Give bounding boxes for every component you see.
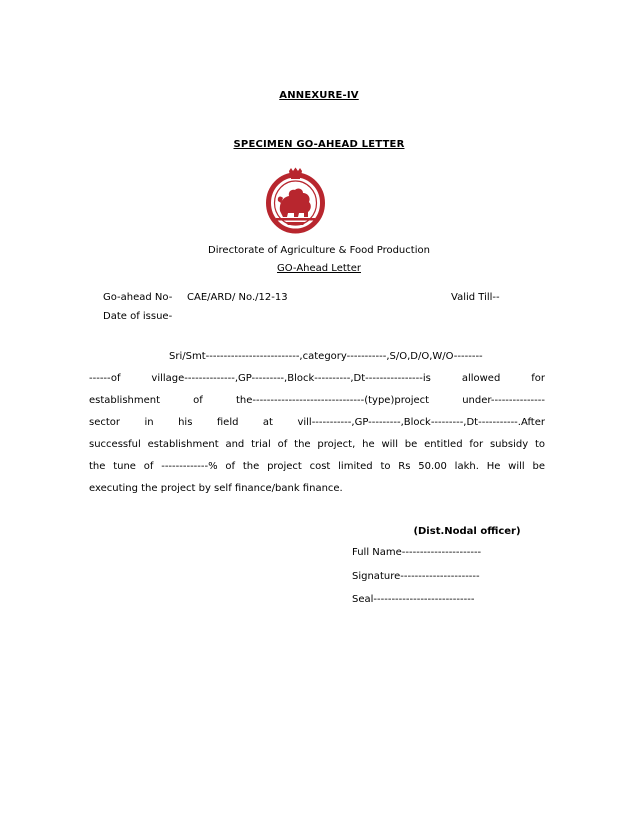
body-line: sector in his field at vill-----------,GP---------,Block---------,Dt-----------.After (89, 417, 545, 428)
go-ahead-label: Go-ahead No- (103, 292, 173, 303)
directorate-name: Directorate of Agriculture & Food Production (208, 245, 430, 256)
go-ahead-number: CAE/ARD/ No./12-13 (187, 292, 288, 303)
signatory-title: (Dist.Nodal officer) (413, 526, 521, 537)
body-line: the tune of -------------% of the project cost limited to Rs 50.00 lakh. He will be (89, 461, 545, 472)
date-of-issue: Date of issue- (103, 311, 173, 322)
full-name-line: Full Name---------------------- (352, 547, 482, 558)
letter-body (89, 346, 545, 500)
annexure-title: ANNEXURE-IV (279, 90, 359, 101)
state-emblem-icon (261, 167, 330, 236)
body-line: establishment of the-------------------------------(type)project under--------------- (89, 395, 545, 406)
specimen-title: SPECIMEN GO-AHEAD LETTER (233, 139, 405, 150)
body-line: successful establishment and trial of the project, he will be entitled for subsidy to (89, 439, 545, 450)
seal-line: Seal---------------------------- (352, 594, 475, 605)
body-line: Sri/Smt--------------------------,category-----------,S/O,D/O,W/O-------- (169, 351, 483, 362)
valid-till: Valid Till-- (451, 292, 500, 303)
signature-line: Signature---------------------- (352, 571, 480, 582)
body-line: executing the project by self finance/bank finance. (89, 483, 343, 494)
letter-subtitle: GO-Ahead Letter (277, 263, 361, 274)
body-line: ------of village--------------,GP---------,Block----------,Dt----------------is allowed for (89, 373, 545, 384)
